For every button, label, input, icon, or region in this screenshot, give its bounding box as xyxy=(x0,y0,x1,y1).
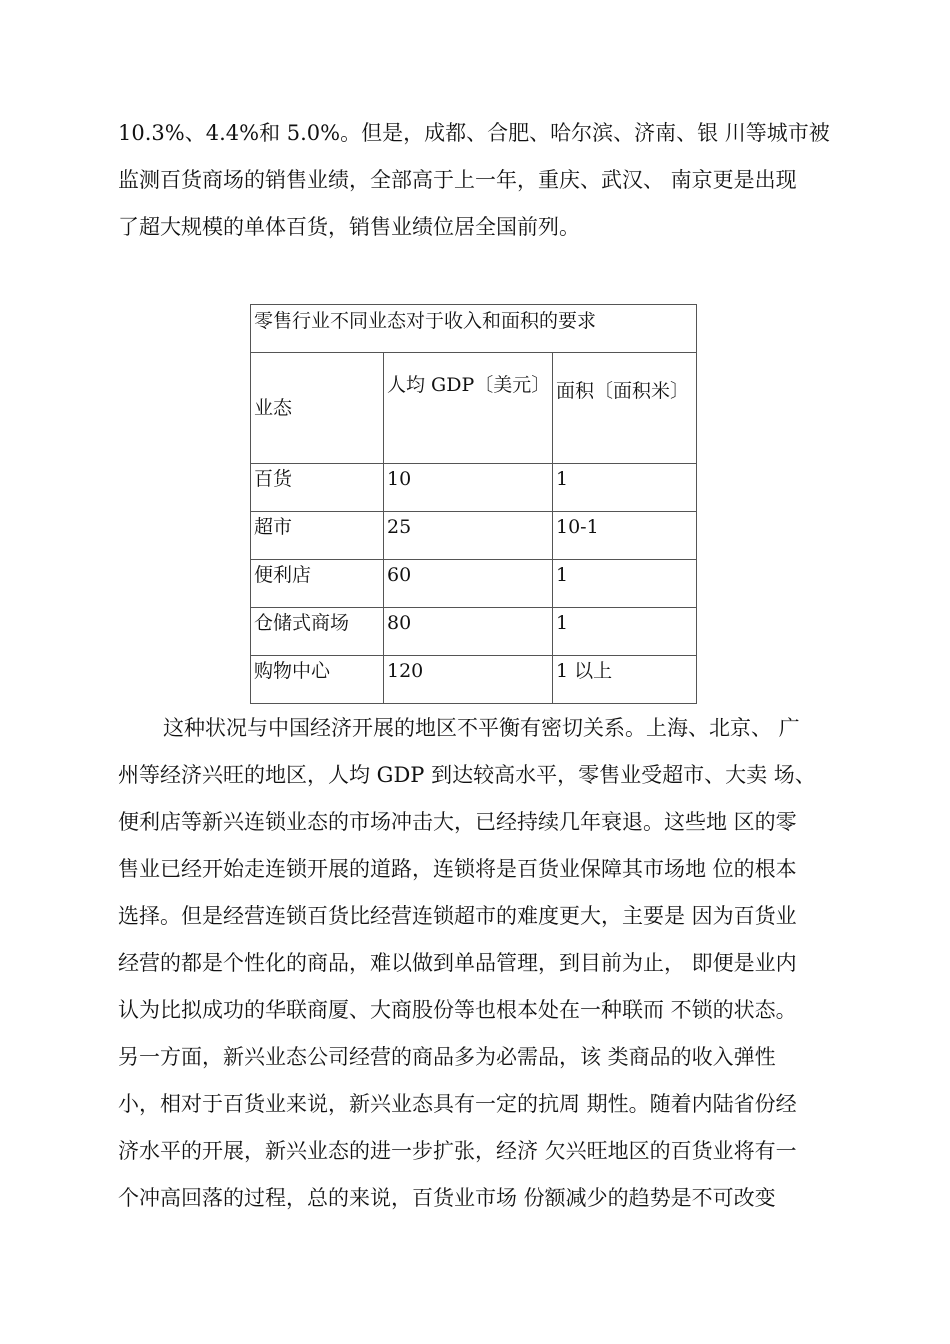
table-row xyxy=(251,464,697,512)
text-line: 小，相对于百货业来说，新兴业态具有一定的抗周 期性。随着内陆省份经 xyxy=(118,1092,797,1116)
cell-gdp: 120 xyxy=(384,656,553,704)
text-line: 另一方面，新兴业态公司经营的商品多为必需品，该 类商品的收入弹性 xyxy=(118,1045,776,1069)
text-line: 售业已经开始走连锁开展的道路，连锁将是百货业保障其市场地 位的根本 xyxy=(118,857,797,881)
text-line: 10.3%、4.4%和 5.0%。但是，成都、合肥、哈尔滨、济南、银 川等城市被 xyxy=(118,121,830,145)
text-line: 选择。但是经营连锁百货比经营连锁超市的难度更大，主要是 因为百货业 xyxy=(118,904,797,928)
cell-area: 10-1 xyxy=(553,512,697,560)
retail-requirements-table xyxy=(250,304,697,704)
header-format: 业态 xyxy=(251,353,384,464)
text-line: 认为比拟成功的华联商厦、大商股份等也根本处在一种联而 不锁的状态。 xyxy=(118,998,797,1022)
cell-format: 便利店 xyxy=(251,560,384,608)
cell-gdp: 60 xyxy=(384,560,553,608)
table-row xyxy=(251,656,697,704)
header-gdp: 人均 GDP〔美元〕 xyxy=(384,353,553,464)
text-line: 监测百货商场的销售业绩，全部高于上一年，重庆、武汉、 南京更是出现 xyxy=(118,168,797,192)
text-line: 便利店等新兴连锁业态的市场冲击大，已经持续几年衰退。这些地 区的零 xyxy=(118,810,797,834)
cell-format: 仓储式商场 xyxy=(251,608,384,656)
table-row xyxy=(251,608,697,656)
cell-area: 1 xyxy=(553,608,697,656)
header-area: 面积〔面积米〕 xyxy=(553,353,697,464)
text-line: 了超大规模的单体百货，销售业绩位居全国前列。 xyxy=(118,215,580,239)
intro-paragraph xyxy=(118,110,858,251)
cell-area: 1 xyxy=(553,464,697,512)
table-row xyxy=(251,512,697,560)
cell-gdp: 10 xyxy=(384,464,553,512)
text-line: 这种状况与中国经济开展的地区不平衡有密切关系。上海、北京、 广 xyxy=(163,716,800,740)
text-line: 济水平的开展，新兴业态的进一步扩张，经济 欠兴旺地区的百货业将有一 xyxy=(118,1139,797,1163)
cell-format: 购物中心 xyxy=(251,656,384,704)
text-line: 个冲高回落的过程，总的来说，百货业市场 份额减少的趋势是不可改变 xyxy=(118,1186,776,1210)
text-line: 州等经济兴旺的地区，人均 GDP 到达较高水平，零售业受超市、大卖 场、 xyxy=(118,763,816,787)
cell-gdp: 25 xyxy=(384,512,553,560)
cell-area: 1 以上 xyxy=(553,656,697,704)
cell-format: 超市 xyxy=(251,512,384,560)
analysis-paragraph xyxy=(118,705,858,1222)
cell-format: 百货 xyxy=(251,464,384,512)
cell-gdp: 80 xyxy=(384,608,553,656)
table-row xyxy=(251,560,697,608)
table-title: 零售行业不同业态对于收入和面积的要求 xyxy=(251,305,697,353)
table-header-row xyxy=(251,353,697,464)
cell-area: 1 xyxy=(553,560,697,608)
text-line: 经营的都是个性化的商品，难以做到单品管理，到目前为止， 即便是业内 xyxy=(118,951,797,975)
